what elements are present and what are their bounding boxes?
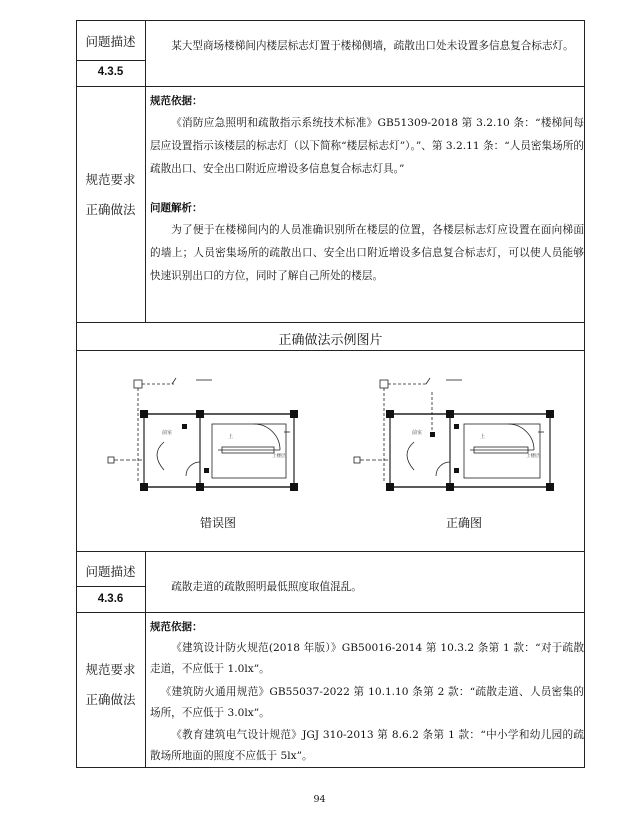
correct-diagram: [350, 372, 560, 498]
problem-label-2: 问题描述: [85, 564, 136, 579]
page-number: 94: [313, 794, 326, 805]
basis-text: 《消防应急照明和疏散指示系统技术标准》GB51309-2018 第 3.2.10 条：“楼梯间每层应设置指示该楼层的标志灯（以下简称“楼层标志灯”）。”、第 3.2.11 条：“人员密集场所的疏散出口、安全出口附近应增设多信息复合标志灯具。”: [150, 117, 584, 175]
wrong-stair-label: 上楼层: [272, 454, 286, 459]
example-title: 正确做法示例图片: [278, 333, 383, 348]
wrong-caption: 错误图: [200, 516, 237, 530]
right-caption: 正确图: [446, 516, 483, 530]
wrong-diagram: [104, 372, 304, 498]
wrong-room-label: 前室: [162, 430, 173, 436]
correct-up-label: 上: [480, 434, 486, 440]
correct-room-label: 前室: [412, 430, 423, 436]
basis-heading: 规范依据：: [150, 95, 203, 107]
correct-practice-label: 正确做法: [85, 202, 136, 217]
requirement-label: 规范要求: [85, 172, 136, 187]
item-code-2: 4.3.6: [97, 593, 124, 605]
basis-2-2: 《建筑防火通用规范》GB55037-2022 第 10.1.10 条第 2 款：“疏散走道、人员密集的场所，不应低于 3.0lx”。: [150, 686, 584, 719]
spec-table: [76, 20, 585, 768]
correct-stair-label: 上楼层: [526, 454, 540, 459]
correct-practice-label-2: 正确做法: [85, 692, 136, 707]
basis-heading-2: 规范依据：: [150, 621, 203, 633]
analysis-text: 为了便于在楼梯间内的人员准确识别所在楼层的位置，各楼层标志灯应设置在面向梯面的墙上；人员密集场所的疏散出口、安全出口附近增设多信息复合标志灯，可以使人员能够快速识别出口的方位，同时了解自己所处的楼层。: [150, 224, 584, 282]
problem-text: 某大型商场楼梯间内楼层标志灯置于楼梯侧墙，疏散出口处未设置多信息复合标志灯。: [171, 40, 574, 52]
basis-2-3: 《教育建筑电气设计规范》JGJ 310-2013 第 8.6.2 条第 1 款：“中小学和幼儿园的疏散场所地面的照度不应低于 5lx”。: [150, 729, 584, 762]
basis-2-1: 《建筑设计防火规范(2018 年版）》GB50016-2014 第 10.3.2 条第 1 款：“对于疏散走道，不应低于 1.0lx”。: [150, 642, 584, 675]
requirement-label-2: 规范要求: [85, 662, 136, 677]
problem-label: 问题描述: [85, 34, 136, 49]
problem-text-2: 疏散走道的疏散照明最低照度取值混乱。: [171, 581, 362, 593]
analysis-heading: 问题解析：: [150, 202, 203, 214]
wrong-up-label: 上: [228, 434, 234, 440]
item-code: 4.3.5: [97, 66, 124, 78]
